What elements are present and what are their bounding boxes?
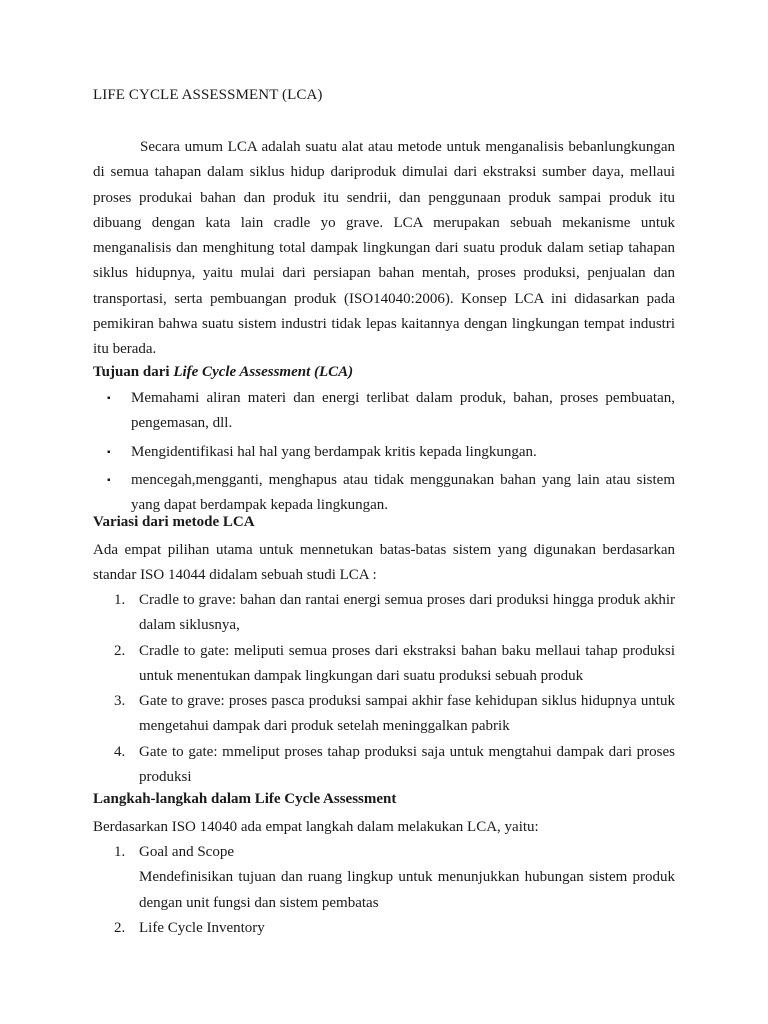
document-title: LIFE CYCLE ASSESSMENT (LCA) — [93, 87, 323, 103]
bullet-icon: ▪ — [107, 393, 111, 404]
tujuan-heading-prefix: Tujuan dari — [93, 364, 174, 380]
list-item-text: Goal and Scope — [139, 844, 234, 860]
list-item-text: Memahami aliran materi dan energi terlibat dalam produk, bahan, proses pembuatan, pengemasan, dll. — [131, 390, 675, 432]
list-item-description: Mendefinisikan tujuan dan ruang lingkup untuk menunjukkan hubungan sistem produk dengan unit fungsi dan sistem pembatas — [139, 869, 675, 911]
list-number: 4. — [114, 743, 126, 760]
list-item-text: mencegah,mengganti, menghapus atau tidak menggunakan bahan yang lain atau sistem yang dapat berdampak kepada lingkungan. — [131, 471, 675, 514]
list-number: 1. — [114, 844, 126, 860]
list-item — [93, 588, 675, 639]
list-item — [93, 468, 675, 519]
list-number: 3. — [114, 693, 126, 710]
bullet-icon: ▪ — [107, 446, 111, 458]
list-item — [93, 916, 675, 941]
list-number: 2. — [114, 642, 126, 659]
list-number: 2. — [114, 919, 126, 936]
tujuan-heading-italic: Life Cycle Assessment (LCA) — [173, 364, 354, 380]
list-item-text: Gate to gate: mmeliput proses tahap produksi saja untuk mengtahui dampak dari proses produksi — [139, 743, 675, 786]
langkah-list — [93, 840, 675, 941]
langkah-intro: Berdasarkan ISO 14040 ada empat langkah dalam melakukan LCA, yaitu: — [93, 819, 539, 835]
tujuan-heading — [93, 364, 353, 381]
list-item-text: Cradle to grave: bahan dan rantai energi semua proses dari produksi hingga produk akhir dalam siklusnya, — [139, 592, 675, 634]
list-item — [93, 840, 675, 916]
intro-paragraph: Secara umum LCA adalah suatu alat atau metode untuk menganalisis bebanlungkungan di semua tahapan dalam siklus hidup dariproduk dimulai dari ekstraksi sumber daya, mellaui proses produkai bahan dan produk itu sendrii, dan penggunaan produk sampai produk itu dibuang dengan kata lain cradle yo grave. LCA merupakan sebuah mekanisme untuk menganalisis dan menghitung total dampak lingkungan dari suatu produk dalam setiap tahapan siklus hidupnya, yaitu mulai dari persiapan bahan mentah, proses produksi, penjualan dan transportasi, serta pembuangan produk (ISO14040:2006). Konsep LCA ini didasarkan pada pemikiran bahwa suatu sistem industri tidak lepas kaitannya dengan lingkungan tempat industri itu berada. — [93, 139, 675, 358]
list-item — [93, 386, 675, 437]
list-item — [93, 689, 675, 740]
langkah-heading: Langkah-langkah dalam Life Cycle Assessment — [93, 791, 397, 807]
list-number: 1. — [114, 592, 126, 608]
list-item-text: Mengidentifikasi hal hal yang berdampak kritis kepada lingkungan. — [131, 443, 537, 460]
list-item-text: Gate to grave: proses pasca produksi sampai akhir fase kehidupan siklus hidupnya untuk mengetahui dampak dari produk setelah meninggalkan pabrik — [139, 693, 675, 735]
variasi-intro: Ada empat pilihan utama untuk mennetukan batas-batas sistem yang digunakan berdasarkan standar ISO 14044 didalam sebuah studi LCA : — [93, 542, 675, 584]
tujuan-list — [93, 386, 675, 521]
bullet-icon: ▪ — [107, 474, 111, 486]
list-item — [93, 639, 675, 690]
list-item — [93, 440, 675, 465]
variasi-heading: Variasi dari metode LCA — [93, 514, 255, 530]
variasi-list — [93, 588, 675, 790]
list-item-text: Life Cycle Inventory — [139, 919, 265, 936]
list-item — [93, 740, 675, 791]
list-item-text: Cradle to gate: meliputi semua proses dari ekstraksi bahan baku mellaui tahap produksi untuk menentukan dampak lingkungan dari suatu produksi sebuah produk — [139, 642, 675, 684]
